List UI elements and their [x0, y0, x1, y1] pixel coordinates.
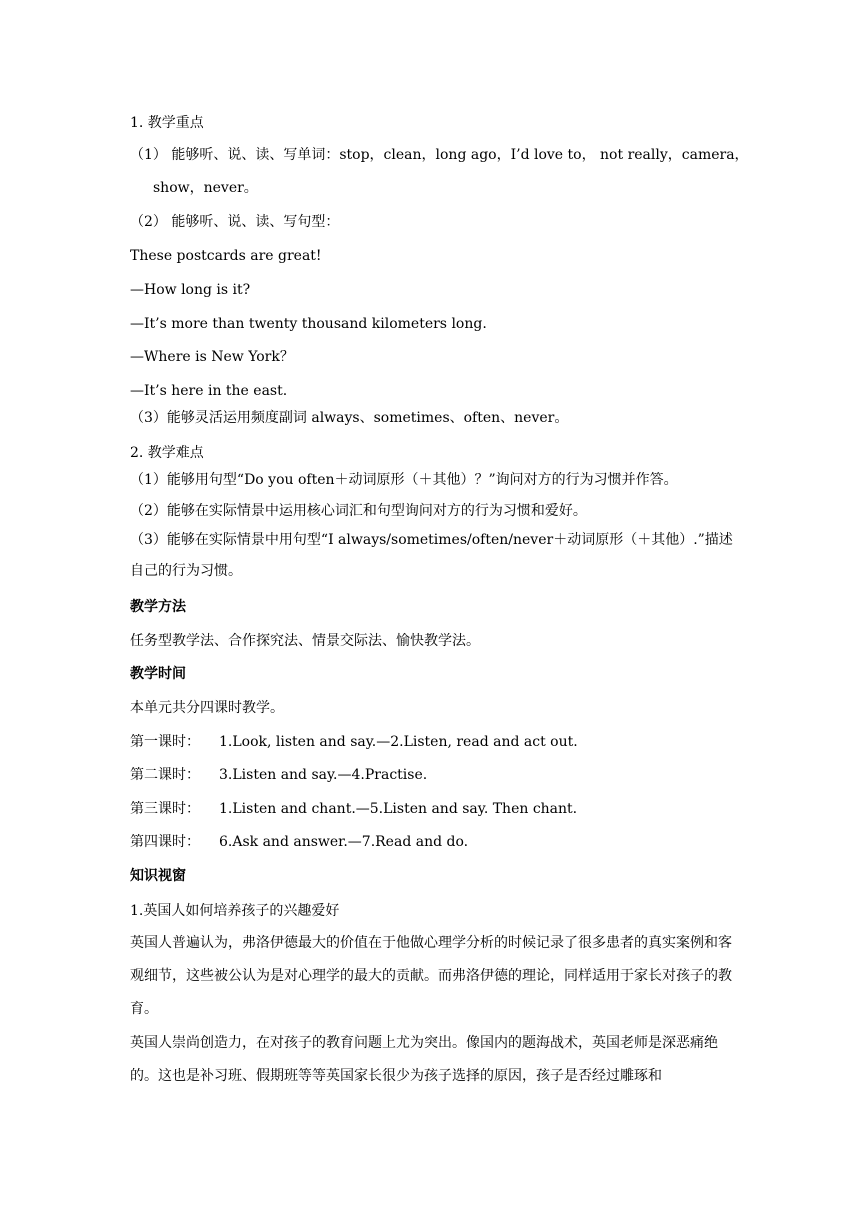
sentence-line: —How long is it? [130, 282, 251, 298]
time-heading: 教学时间 [130, 666, 186, 682]
lesson-row [130, 732, 750, 752]
sentence-line: These postcards are great! [130, 248, 322, 264]
sentence-line: —Where is New York？ [130, 349, 294, 365]
sentence-line: —It’s here in the east. [130, 383, 288, 399]
lesson-label: 第二课时： [130, 767, 200, 783]
lesson-label: 第四课时： [130, 834, 200, 850]
difficulty-item-3: （3）能够在实际情景中用句型“I always/sometimes/often/never＋动词原形（＋其他）.”描述自己的行为习惯。 [130, 532, 733, 579]
lesson-label: 第三课时： [130, 801, 200, 817]
lesson-content: 1.Look, listen and say.—2.Listen, read and act out. [219, 734, 578, 750]
difficulty-item-1: （1）能够用句型“Do you often＋动词原形（＋其他）？”询问对方的行为习惯并作答。 [130, 472, 678, 488]
difficulty-heading: 2. 教学难点 [130, 445, 204, 461]
time-intro: 本单元共分四课时教学。 [130, 700, 284, 716]
knowledge-paragraph-2: 英国人崇尚创造力，在对孩子的教育问题上尤为突出。像国内的题海战术，英国老师是深恶痛绝的。这也是补习班、假期班等等英国家长很少为孩子选择的原因，孩子是否经过雕琢和 [130, 1035, 718, 1084]
lesson-content: 1.Listen and chant.—5.Listen and say. Then chant. [219, 801, 578, 817]
knowledge-heading: 知识视窗 [130, 868, 186, 884]
focus-item-2: （2） 能够听、说、读、写句型： [130, 214, 340, 230]
focus-item-1-continued: show，never。 [153, 180, 258, 196]
lesson-content: 6.Ask and answer.—7.Read and do. [219, 834, 469, 850]
focus-heading: 1. 教学重点 [130, 115, 204, 131]
difficulty-item-2: （2）能够在实际情景中运用核心词汇和句型询问对方的行为习惯和爱好。 [130, 503, 587, 519]
focus-item-3: （3）能够灵活运用频度副词 always、sometimes、often、never。 [130, 410, 569, 426]
lesson-row [130, 799, 750, 819]
lesson-row [130, 832, 750, 852]
knowledge-paragraph-1: 英国人普遍认为，弗洛伊德最大的价值在于他做心理学分析的时候记录了很多患者的真实案例和客观细节，这些被公认为是对心理学的最大的贡献。而弗洛伊德的理论，同样适用于家长对孩子的教育。 [130, 935, 732, 1017]
methods-heading: 教学方法 [130, 599, 186, 615]
lesson-label: 第一课时： [130, 734, 200, 750]
lesson-content: 3.Listen and say.—4.Practise. [219, 767, 428, 783]
sentence-line: —It’s more than twenty thousand kilometers long. [130, 316, 487, 332]
lesson-row [130, 765, 750, 785]
knowledge-subheading: 1.英国人如何培养孩子的兴趣爱好 [130, 903, 340, 919]
methods-text: 任务型教学法、合作探究法、情景交际法、愉快教学法。 [130, 633, 480, 649]
focus-item-1: （1） 能够听、说、读、写单词：stop，clean，long ago，I’d love to， not really，camera， [130, 147, 749, 163]
